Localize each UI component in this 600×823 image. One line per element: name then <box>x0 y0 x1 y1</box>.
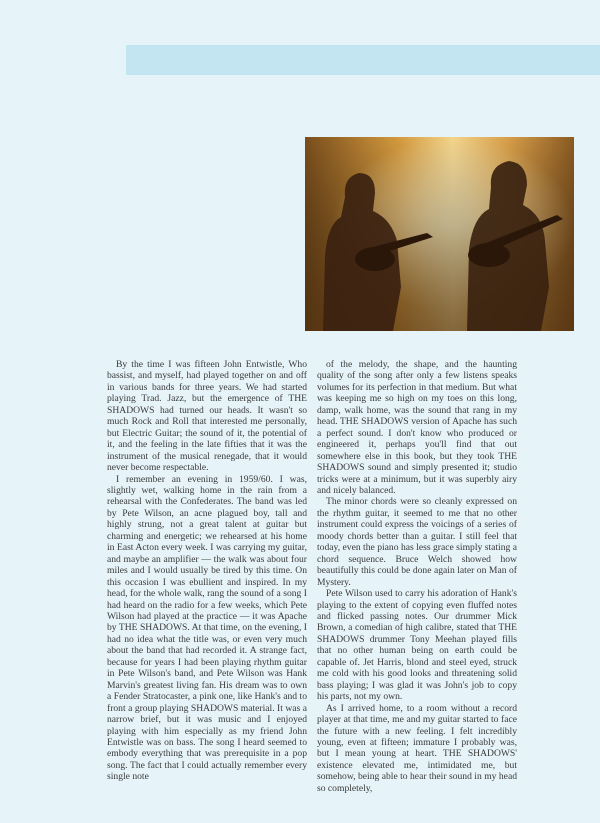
paragraph: By the time I was fifteen John Entwistle, Who bassist, and myself, had played together on and off in various bands for three years. We had started playing Trad. Jazz, but the emergence of THE SHADOWS had turned our heads. It wasn't so much Rock and Roll that interested me personally, but Electric Guitar; the sound of it, the potential of it, and the feeling in the late fifties that it was the instrument of the musical renegade, that it would never become respectable. <box>107 359 307 474</box>
paragraph: I remember an evening in 1959/60. I was, slightly wet, walking home in the rain from a rehearsal with the Confederates. The band was led by Pete Wilson, an acne plagued boy, tall and highly strung, not a great talent at guitar but charming and energetic; we rehearsed at his home in East Acton every week. I was carrying my guitar, and maybe an amplifier — the walk was about four miles and I would usually be tired by this time. On this occasion I was ebullient and inspired. In my head, for the whole walk, rang the sound of a song I had heard on the radio for a few weeks, which Pete Wilson had played at the practice — it was Apache by THE SHADOWS. At that time, on the evening, I had no idea what the title was, or even very much about the band that had recorded it. A strange fact, because for years I had been playing rhythm guitar in Pete Wilson's band, and Pete Wilson was Hank Marvin's greatest living fan. His dream was to own a Fender Stratocaster, a pink one, like Hank's and to front a group playing SHADOWS material. It was a narrow brief, but it was music and I enjoyed playing with him especially as my friend John Entwistle was on bass. The song I heard seemed to embody everything that was prerequisite in a pop song. The fact that I could actually remember every single note <box>107 473 307 783</box>
paragraph: of the melody, the shape, and the haunting quality of the song after only a few listens speaks volumes for its perfection in that medium. But what was keeping me so high on my toes on this long, damp, walk home, was the sound that rang in my head. THE SHADOWS version of Apache has such a perfect sound. I don't know who produced or engineered it, perhaps you'll find that out somewhere else in this book, but they took THE SHADOWS sound and simply presented it; studio tricks were at a minimum, but it was superbly airy and nicely balanced. <box>317 359 517 496</box>
paragraph: The minor chords were so cleanly expressed on the rhythm guitar, it seemed to me that no other instrument could express the voicings of a series of moody chords better than a guitar. I still feel that today, even the piano has less grace simply stating a chord sequence. Bruce Welch showed how beautifully this could be done again later on Man of Mystery. <box>317 496 517 588</box>
paragraph: As I arrived home, to a room without a record player at that time, me and my guitar started to face the future with a new feeling. I felt incredibly young, even at fifteen; immature I probably was, but I mean young at heart. THE SHADOWS' existence elevated me, intimidated me, but somehow, being able to hear their sound in my head so completely, <box>317 702 517 794</box>
paragraph: Pete Wilson used to carry his adoration of Hank's playing to the extent of copying even fluffed notes and flicked passing notes. Our drummer Mick Brown, a comedian of high calibre, stated that THE SHADOWS drummer Tony Meehan played fills that no other human being on earth could be capable of. Jet Harris, blond and steel eyed, struck me cold with his good looks and threatening solid bass playing; I was glad it was John's job to copy his parts, not my own. <box>317 588 517 703</box>
band-photo <box>305 137 574 331</box>
header-band <box>126 45 600 75</box>
band-photo-image <box>305 137 574 331</box>
article-column-left <box>107 359 307 783</box>
article-column-right <box>317 359 517 794</box>
